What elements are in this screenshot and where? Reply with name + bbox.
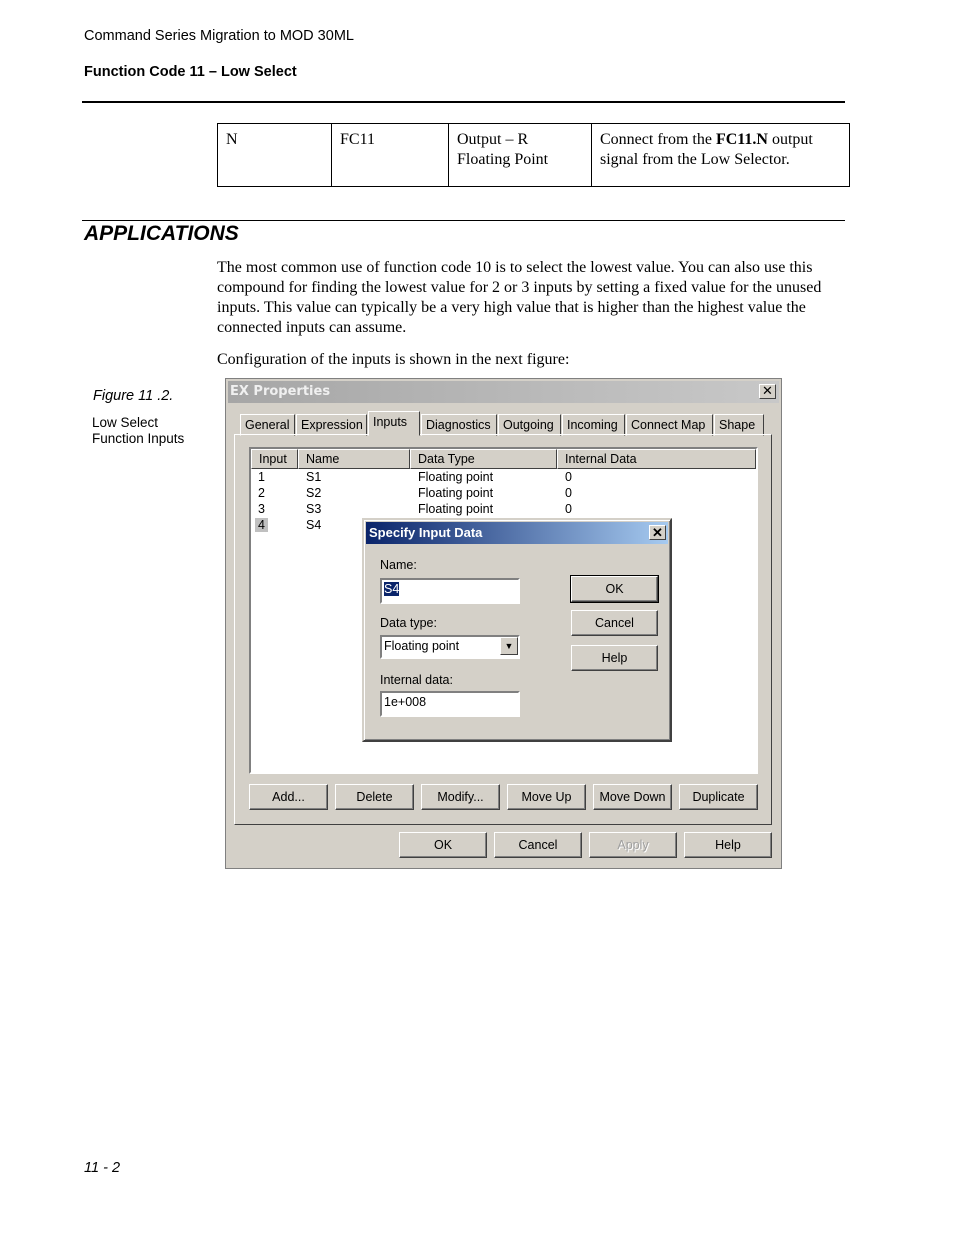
tab-outgoing[interactable]: Outgoing bbox=[498, 414, 561, 436]
caption-line: Function Inputs bbox=[92, 431, 185, 446]
cell-input[interactable]: 2 bbox=[258, 486, 265, 500]
internal-data-field[interactable] bbox=[380, 691, 520, 717]
tab-inputs[interactable]: Inputs bbox=[368, 411, 420, 436]
sub-title-bar bbox=[366, 522, 668, 544]
apply-button[interactable]: Apply bbox=[589, 832, 677, 858]
section-title: Function Code 11 – Low Select bbox=[84, 64, 297, 80]
sub-ok-button[interactable]: OK bbox=[571, 576, 658, 602]
cell-name[interactable]: S4 bbox=[306, 518, 322, 532]
cell-text: Connect from the bbox=[600, 131, 716, 148]
close-icon[interactable]: ✕ bbox=[649, 525, 666, 540]
close-icon[interactable]: ✕ bbox=[759, 384, 776, 399]
cell-input[interactable]: 1 bbox=[258, 470, 265, 484]
cell-name[interactable]: S3 bbox=[306, 502, 322, 516]
move-down-button[interactable]: Move Down bbox=[593, 784, 672, 810]
move-up-button[interactable]: Move Up bbox=[507, 784, 586, 810]
cancel-button[interactable]: Cancel bbox=[494, 832, 582, 858]
duplicate-button[interactable]: Duplicate bbox=[679, 784, 758, 810]
caption-line: Low Select bbox=[92, 415, 159, 430]
column-header-data-type[interactable]: Data Type bbox=[410, 449, 557, 469]
table-cell bbox=[449, 124, 592, 187]
cell-type[interactable]: Floating point bbox=[418, 470, 494, 484]
header-rule bbox=[82, 101, 845, 103]
section-rule bbox=[82, 220, 845, 221]
cell-data[interactable]: 0 bbox=[565, 502, 572, 516]
cell-line: Output – R bbox=[457, 131, 529, 148]
tab-expression[interactable]: Expression bbox=[296, 414, 367, 436]
sub-dialog-title: Specify Input Data bbox=[369, 525, 483, 540]
column-header-internal-data[interactable]: Internal Data bbox=[557, 449, 756, 469]
cell-text: output signal from the Low Selector. bbox=[600, 131, 813, 168]
delete-button[interactable]: Delete bbox=[335, 784, 414, 810]
table-row bbox=[218, 124, 850, 187]
tab-diagnostics[interactable]: Diagnostics bbox=[421, 414, 497, 436]
paragraph: The most common use of function code 10 is to select the lowest value. You can also use this compound for finding the lowest value for 2 or 3 inputs by setting a fixed value for the unused inputs. This value can typically be a very high value that is higher than the highest value the connected inputs can assume. bbox=[217, 259, 822, 336]
title-bar bbox=[228, 381, 779, 403]
name-value: S4 bbox=[384, 582, 400, 596]
data-type-label: Data type: bbox=[380, 616, 437, 630]
help-button[interactable]: Help bbox=[684, 832, 772, 858]
name-field[interactable] bbox=[380, 578, 520, 604]
document-title: Command Series Migration to MOD 30ML bbox=[84, 28, 354, 44]
data-type-value: Floating point bbox=[384, 639, 460, 653]
tab-connect-map[interactable]: Connect Map bbox=[626, 414, 713, 436]
cell-line: Floating Point bbox=[457, 151, 549, 168]
window-title: EX Properties bbox=[230, 384, 331, 399]
modify-button[interactable]: Modify... bbox=[421, 784, 500, 810]
cell-input-selected[interactable]: 4 bbox=[255, 518, 268, 532]
name-label: Name: bbox=[380, 558, 417, 572]
column-header-name[interactable]: Name bbox=[298, 449, 410, 469]
table-cell: FC11 bbox=[332, 124, 449, 187]
tab-shape[interactable]: Shape bbox=[714, 414, 764, 436]
add-button[interactable]: Add... bbox=[249, 784, 328, 810]
sub-cancel-button[interactable]: Cancel bbox=[571, 610, 658, 636]
cell-name[interactable]: S1 bbox=[306, 470, 322, 484]
page-number: 11 - 2 bbox=[84, 1160, 121, 1176]
specify-input-data-dialog bbox=[362, 518, 672, 742]
cell-data[interactable]: 0 bbox=[565, 470, 572, 484]
signal-table bbox=[217, 123, 850, 187]
chevron-down-icon[interactable]: ▼ bbox=[500, 637, 518, 655]
data-type-select[interactable] bbox=[380, 635, 520, 659]
table-cell bbox=[592, 124, 850, 187]
cell-bold-text: FC11.N bbox=[715, 131, 768, 148]
cell-name[interactable]: S2 bbox=[306, 486, 322, 500]
cell-data[interactable]: 0 bbox=[565, 486, 572, 500]
applications-heading: APPLICATIONS bbox=[84, 222, 239, 245]
column-header-input[interactable]: Input bbox=[251, 449, 298, 469]
ok-button[interactable]: OK bbox=[399, 832, 487, 858]
internal-data-value: 1e+008 bbox=[384, 695, 427, 709]
figure-label: Figure 11 .2. bbox=[93, 388, 174, 404]
sub-help-button[interactable]: Help bbox=[571, 645, 658, 671]
table-cell: N bbox=[218, 124, 332, 187]
cell-input[interactable]: 3 bbox=[258, 502, 265, 516]
figure-caption bbox=[92, 415, 184, 447]
internal-data-label: Internal data: bbox=[380, 673, 453, 687]
tab-incoming[interactable]: Incoming bbox=[562, 414, 625, 436]
paragraph: Configuration of the inputs is shown in the next figure: bbox=[217, 351, 570, 368]
cell-type[interactable]: Floating point bbox=[418, 502, 494, 516]
tab-general[interactable]: General bbox=[240, 414, 295, 436]
cell-type[interactable]: Floating point bbox=[418, 486, 494, 500]
